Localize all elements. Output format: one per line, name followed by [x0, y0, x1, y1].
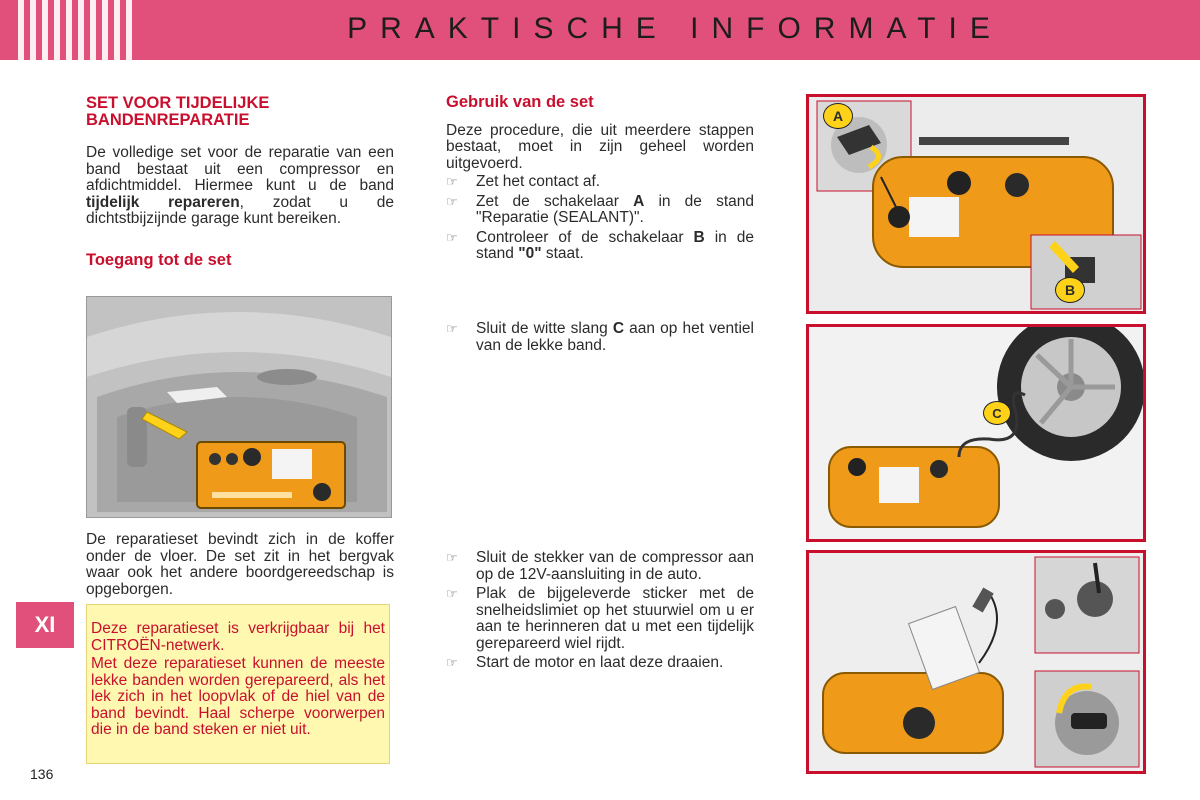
- list-item: ☞ Sluit de stekker van de compressor aan op de 12V-aansluiting in de auto.: [446, 549, 754, 583]
- pointing-hand-icon: ☞: [446, 655, 458, 670]
- steps-list-1: [446, 174, 754, 263]
- steps-list-3: [446, 550, 754, 672]
- middle-column-steps-end: [446, 550, 754, 675]
- plug-start-image: [806, 550, 1146, 774]
- list-item: ☞ Plak de bijgeleverde sticker met de snelheidslimiet op het stuurwiel om u er aan te herinneren dat u met een tijdelijk gerepareerd wiel rijdt.: [446, 585, 754, 652]
- note-paragraph-2: Met deze reparatieset kunnen de meeste lekke banden worden gerepareerd, als het lek zich in het loopvlak of de hiel van de band bevindt. Haal scherpe voorwerpen die in de band steken er niet uit.: [91, 655, 385, 738]
- chapter-tab: XI: [16, 602, 74, 648]
- subheading-usage: Gebruik van de set: [446, 93, 594, 111]
- left-column: [86, 95, 394, 268]
- pointing-hand-icon: ☞: [446, 321, 458, 336]
- pointing-hand-icon: ☞: [446, 586, 458, 601]
- switch-b-label: B: [1055, 277, 1085, 303]
- list-item: ☞ Zet het contact af.: [446, 173, 601, 190]
- intro-paragraph: De volledige set voor de reparatie van een band bestaat uit een compressor en afdichtmiddel. Hiermee kunt u de band tijdelijk repareren, zodat u de dichtstbijzijnde garage kunt bereiken.: [86, 144, 394, 227]
- pointing-hand-icon: ☞: [446, 193, 458, 209]
- trunk-caption-block: [86, 532, 394, 598]
- section-heading: SET VOOR TIJDELIJKE BANDENREPARATIE: [86, 94, 270, 129]
- note-paragraph-1: Deze reparatieset is verkrijgbaar bij het CITROËN-netwerk.: [91, 620, 385, 654]
- page-title: PRAKTISCHE INFORMATIE: [347, 12, 1003, 45]
- switch-a-label: A: [823, 103, 853, 129]
- pointing-hand-icon: ☞: [446, 229, 458, 245]
- list-item: ☞ Controleer of de schakelaar B in de stand "0" staat.: [446, 228, 755, 262]
- steps-list-2: [446, 321, 754, 354]
- subheading-access: Toegang tot de set: [86, 250, 232, 269]
- hose-tyre-image: [806, 324, 1146, 542]
- kit-switches-image: [806, 94, 1146, 314]
- hose-c-label: C: [983, 401, 1011, 425]
- list-item: ☞ Start de motor en laat deze draaien.: [446, 654, 724, 671]
- trunk-image: [86, 296, 392, 518]
- list-item: ☞ Zet de schakelaar A in de stand "Reparatie (SEALANT)".: [446, 192, 754, 226]
- pointing-hand-icon: ☞: [446, 550, 458, 565]
- trunk-caption: De reparatieset bevindt zich in de koffer onder de vloer. De set zit in het bergvak waar ook het andere boordgereedschap is opgeborgen.: [86, 531, 394, 598]
- list-item: ☞ Sluit de witte slang C aan op het ventiel van de lekke band.: [446, 320, 754, 354]
- page-header: [0, 0, 1200, 60]
- page-number: 136: [30, 766, 54, 782]
- header-stripes: [18, 0, 148, 60]
- pointing-hand-icon: ☞: [446, 174, 458, 189]
- middle-column-step-c: [446, 321, 754, 357]
- middle-column: [446, 94, 754, 266]
- info-note: [86, 604, 390, 764]
- usage-intro: Deze procedure, die uit meerdere stappen bestaat, moet in zijn geheel worden uitgevoerd.: [446, 121, 754, 172]
